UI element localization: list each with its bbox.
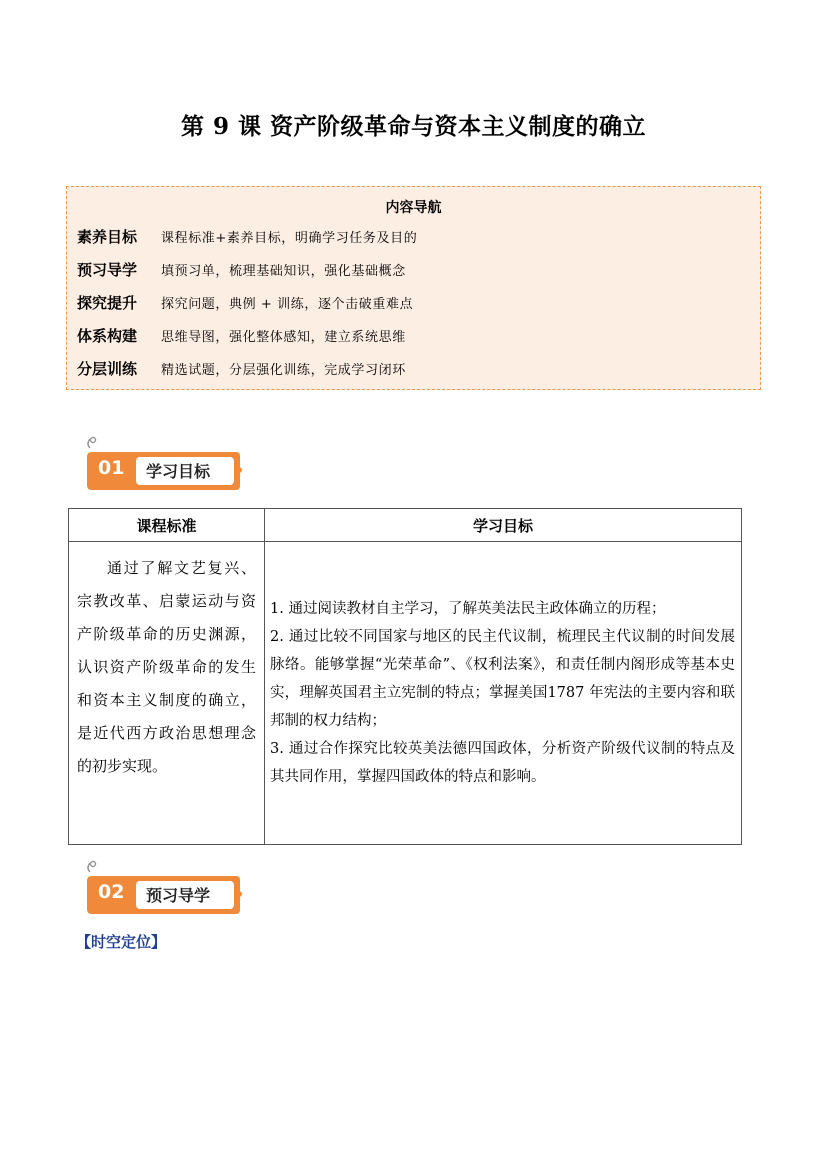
nav-value: 精选试题，分层强化训练，完成学习闭环: [161, 362, 406, 378]
section-label: 预习导学: [146, 886, 211, 905]
table-header: 学习目标: [265, 509, 742, 542]
section-label: 学习目标: [146, 462, 211, 481]
nav-value: 填预习单，梳理基础知识，强化基础概念: [161, 263, 406, 279]
section-number: 01: [98, 457, 125, 479]
learning-goals-table: [68, 508, 742, 845]
page-title: 第 9 课 资产阶级革命与资本主义制度的确立: [180, 113, 647, 140]
objective-item: 2. 通过比较不同国家与地区的民主代议制，梳理民主代议制的时间发展脉络。能够掌握“光荣革命”、《权利法案》，和责任制内阁形成等基本史实，理解英国君主立宪制的特点；掌握美国1787 年宪法的主要内容和联邦制的权力结构；: [270, 629, 735, 729]
learning-objectives-cell: [265, 542, 742, 845]
content-navigation-box: [66, 186, 761, 390]
nav-key: 素养目标: [77, 227, 138, 246]
nav-value: 思维导图，强化整体感知，建立系统思维: [161, 329, 406, 345]
nav-value: 探究问题，典例 + 训练，逐个击破重难点: [161, 296, 414, 312]
spacetime-positioning-heading: 【时空定位】: [76, 933, 167, 951]
nav-key: 探究提升: [77, 293, 138, 312]
section-badge-01: [84, 436, 244, 496]
nav-row-literacy-goals: [77, 223, 417, 249]
nav-row-inquiry: [77, 289, 413, 315]
section-badge-02: [84, 860, 244, 920]
table-header-row: [69, 509, 742, 542]
nav-row-preview: [77, 256, 406, 282]
nav-key: 体系构建: [77, 326, 138, 345]
objective-item: 1. 通过阅读教材自主学习，了解英美法民主政体确立的历程；: [270, 601, 666, 617]
nav-key: 预习导学: [77, 260, 138, 279]
table-header: 课程标准: [69, 509, 265, 542]
table-row: [69, 542, 742, 845]
section-number: 02: [98, 881, 125, 903]
objective-item: 3. 通过合作探究比较英美法德四国政体，分析资产阶级代议制的特点及其共同作用，掌握四国政体的特点和影响。: [270, 741, 735, 785]
nav-heading: 内容导航: [385, 200, 442, 216]
nav-key: 分层训练: [77, 359, 138, 378]
nav-row-training: [77, 355, 406, 381]
nav-value: 课程标准+素养目标，明确学习任务及目的: [161, 230, 418, 246]
nav-row-system: [77, 322, 406, 348]
curriculum-standard-cell: 通过了解文艺复兴、宗教改革、启蒙运动与资产阶级革命的历史渊源，认识资产阶级革命的发生和资本主义制度的确立，是近代西方政治思想理念的初步实现。: [69, 542, 265, 845]
